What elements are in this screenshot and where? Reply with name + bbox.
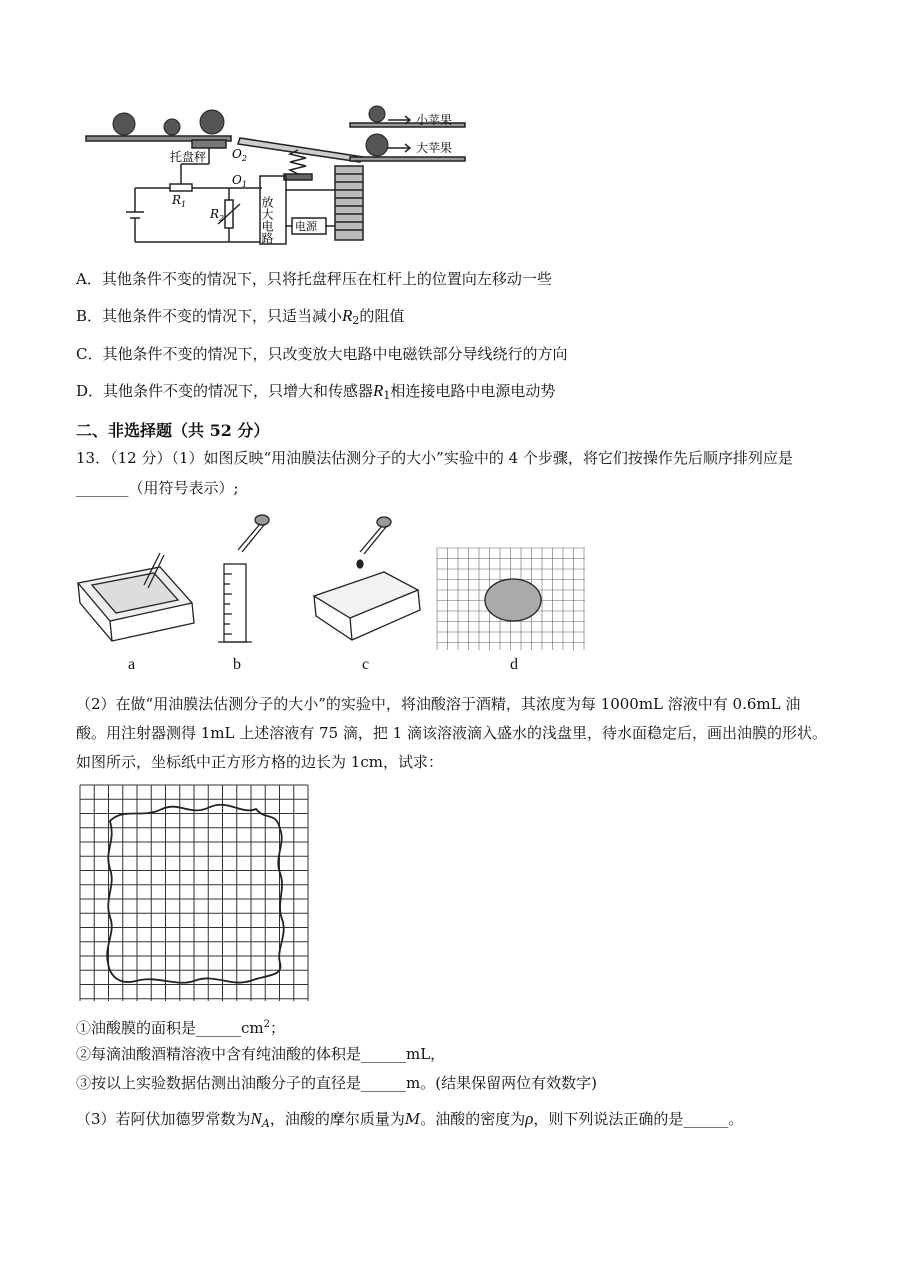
step-a-figure	[74, 545, 198, 645]
q13-part1-line1: 13．（12 分）（1）如图反映“用油膜法估测分子的大小”实验中的 4 个步骤，将它们按操作先后顺序排列应是	[76, 449, 793, 467]
label-tray: 托盘秤	[170, 150, 207, 164]
label-power: 电源	[295, 221, 317, 233]
apple-sorter-diagram	[80, 100, 480, 250]
q-diameter: ③按以上实验数据估测出油酸分子的直径是______m。(结果保留两位有效数字)	[76, 1074, 597, 1092]
q13-part2-line2: 酸。用注射器测得 1mL 上述溶液有 75 滴，把 1 滴该溶液滴入盛水的浅盘里，待水面稳定后，画出油膜的形状。	[76, 724, 827, 742]
label-amplifier: 放大电路	[260, 196, 274, 244]
step-d-figure	[437, 548, 585, 650]
q-volume: ②每滴油酸酒精溶液中含有纯油酸的体积是______mL，	[76, 1045, 446, 1063]
oil-film-grid	[80, 785, 308, 1001]
label-o2: $O_2$	[232, 147, 247, 163]
step-label-b: b	[233, 656, 241, 673]
option-b: B．其他条件不变的情况下，只适当减小$R_2$的阻值	[76, 306, 405, 327]
q13-part2-line1: （2）在做“用油膜法估测分子的大小”的实验中，将油酸溶于酒精，其浓度为每 1000mL 溶液中有 0.6mL 油	[76, 695, 801, 713]
q13-part3: （3）若阿伏加德罗常数为$N_A$，油酸的摩尔质量为M。油酸的密度为ρ，则下列说法正确的是______。	[76, 1109, 744, 1130]
step-label-d: d	[510, 656, 518, 673]
label-r1: $R_1$	[172, 193, 187, 209]
label-small-apple: 小苹果	[416, 113, 453, 127]
label-o1: $O_1$	[232, 173, 247, 189]
option-a: A．其他条件不变的情况下，只将托盘秤压在杠杆上的位置向左移动一些	[76, 270, 552, 288]
step-label-c: c	[362, 656, 370, 673]
q13-part2-line3: 如图所示，坐标纸中正方形方格的边长为 1cm，试求：	[76, 753, 443, 771]
option-d: D．其他条件不变的情况下，只增大和传感器$R_1$相连接电路中电源电动势	[76, 381, 556, 402]
step-c-figure	[312, 512, 424, 648]
section-heading: 二、非选择题（共 52 分）	[76, 421, 270, 440]
q-area: ①油酸膜的面积是$\_\_\_\_\_\_cm^2$；	[76, 1019, 286, 1037]
step-b-figure	[216, 512, 276, 648]
q13-part1-line2: _______（用符号表示）;	[76, 479, 239, 497]
step-label-a: a	[128, 656, 136, 673]
label-r2: $R_2$	[210, 207, 225, 223]
option-c: C．其他条件不变的情况下，只改变放大电路中电磁铁部分导线绕行的方向	[76, 345, 568, 363]
label-big-apple: 大苹果	[416, 141, 453, 155]
